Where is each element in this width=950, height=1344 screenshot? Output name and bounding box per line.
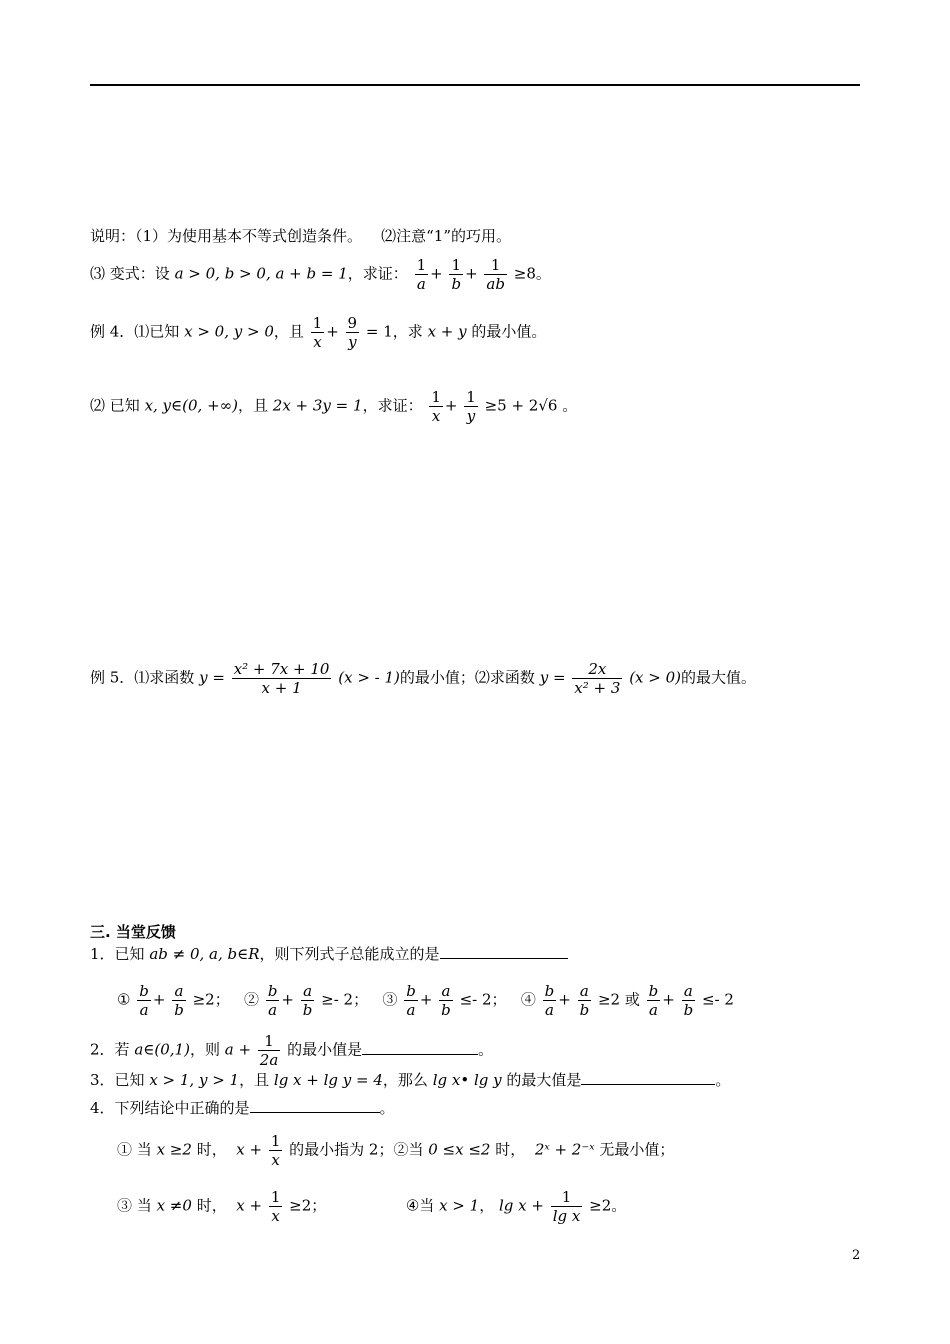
q4-prefix: 4．下列结论中正确的是 — [90, 1099, 250, 1117]
ex5-dom2: (x > 0) — [629, 668, 682, 687]
ex4-p2-label: ⑵ 已知 — [90, 396, 140, 415]
question-2 — [90, 1032, 493, 1069]
ex5-y1: y = — [199, 668, 225, 687]
variant-prefix: ⑶ 变式：设 — [90, 264, 170, 283]
ex5-num2: 2x — [572, 660, 622, 679]
q2-text: 的最小值是 — [287, 1040, 363, 1059]
ex4-ask: ，求 — [392, 322, 423, 341]
ex4-eq: = 1 — [365, 322, 393, 341]
note-line — [90, 226, 511, 246]
frac-b-over-a-4: $\frac{b}{a}$ — [544, 982, 555, 1019]
q3-end: 。 — [715, 1071, 731, 1089]
q4-o1b: 时， — [196, 1140, 227, 1159]
q4-o1t: 的最小指为 2；②当 — [289, 1140, 424, 1159]
q4-o4a: ④当 — [405, 1196, 435, 1215]
note-label: 说明：（1）为使用基本不等式创造条件。 — [90, 227, 363, 245]
q1-opt3-mark: ③ — [382, 990, 398, 1009]
ex5-fraction-1 — [232, 660, 332, 697]
ex4-p2-condition: x, y∈(0, +∞) — [144, 396, 238, 415]
q4-o3t: ≥2； — [289, 1196, 327, 1215]
ex4-p2-end: 。 — [562, 396, 578, 415]
header-rule — [90, 84, 860, 86]
q2-then: ，则 — [189, 1040, 220, 1059]
q3-expr: lg x• lg y — [432, 1071, 502, 1089]
example-5 — [90, 660, 756, 697]
ex5-den2: x² + 3 — [574, 679, 621, 697]
q4-frac-1-over-x: $\frac{1}{x}$ — [270, 1132, 281, 1169]
q1-options: ① $\frac{b}{a}$ + $\frac{a}{b}$ ≥2； ② $\frac{b}{a}$ + $\frac{a}{b}$ ≥- 2； ③ $\frac{b}{a}$ + $\frac{a}{b}$ ≤- 2； ④ $\frac{b}{a}$ + $\frac{a}{b}$ ≥2 或 $\frac{b}{a}$ + $\frac{a}{b}$ ≤- 2 — [117, 982, 734, 1019]
section-3-title: 三. 当堂反馈 — [90, 923, 176, 941]
q1-condition: ab ≠ 0, a, b∈R — [149, 945, 260, 963]
frac-1-over-x-2: $\frac{1}{x}$ — [431, 388, 441, 425]
variant-end: ≥8。 — [513, 264, 551, 283]
q3-answer-blank[interactable] — [581, 1070, 715, 1085]
ex4-expr: x + y — [427, 322, 467, 341]
q4-o4c: x > 1 — [439, 1196, 480, 1215]
q1-opt1-mark: ① — [117, 990, 131, 1009]
frac-1-over-b: $\frac{1}{b}$ — [451, 256, 462, 293]
q1-text: ，则下列式子总能成立的是 — [259, 945, 440, 963]
q2-condition: a∈(0,1) — [134, 1040, 190, 1059]
frac-a-over-b-4: $\frac{a}{b}$ — [579, 982, 590, 1019]
variant-condition: a > 0, b > 0, a + b = 1 — [174, 264, 348, 283]
q4-options-row-1 — [117, 1132, 674, 1169]
q4-o2b: 时， — [495, 1140, 526, 1159]
frac-1-over-ab: $\frac{1}{ab}$ — [486, 256, 505, 293]
ex5-y2: y = — [539, 668, 566, 687]
example-4-part-1: 例 4．⑴已知 x > 0, y > 0，且 $\frac{1}{x}$ + $\frac{9}{y}$ = 1，求 x + y 的最小值。 — [90, 314, 547, 351]
q2-prefix: 2．若 — [90, 1040, 130, 1059]
q4-o3b: 时， — [196, 1196, 227, 1215]
q3-and: ，且 — [239, 1071, 270, 1089]
q2-end: 。 — [478, 1040, 494, 1059]
question-1 — [90, 944, 568, 964]
ex5-t1: 的最小值；⑵求函数 — [399, 668, 535, 687]
q1-opt4-mark: ④ — [520, 990, 536, 1009]
ex5-den1: x + 1 — [261, 679, 302, 697]
q2-fraction — [258, 1032, 281, 1069]
frac-a-over-b-2: $\frac{a}{b}$ — [302, 982, 313, 1019]
ex4-and: ，且 — [273, 322, 304, 341]
frac-a-over-b-3: $\frac{a}{b}$ — [441, 982, 451, 1019]
frac-b-over-a-5: $\frac{b}{a}$ — [648, 982, 659, 1019]
question-3 — [90, 1070, 730, 1090]
ex4-tail: 的最小值。 — [471, 322, 547, 341]
ex5-fraction-2 — [572, 660, 622, 697]
q4-o2e: 2ˣ + 2⁻ˣ — [534, 1140, 595, 1159]
q1-opt2-rel: ≥- 2； — [321, 990, 369, 1009]
frac-a-over-b-5: $\frac{a}{b}$ — [683, 982, 694, 1019]
q4-options-row-2 — [117, 1188, 626, 1225]
q2-answer-blank[interactable] — [362, 1040, 478, 1055]
q1-opt4-rel2: ≤- 2 — [701, 990, 734, 1009]
ex4-p2-rhs: ≥5 + 2√6 — [484, 396, 558, 415]
frac-1-over-a: $\frac{1}{a}$ — [416, 256, 427, 293]
q3-then: ，那么 — [382, 1071, 428, 1089]
q4-o2c: 0 ≤x ≤2 — [428, 1140, 491, 1159]
example-4-part-2: ⑵ 已知 x, y∈(0, +∞)，且 2x + 3y = 1，求证： $\frac{1}{x}$ + $\frac{1}{y}$ ≥5 + 2√6 。 — [90, 388, 578, 425]
q4-end: 。 — [379, 1099, 395, 1117]
q3-text: 的最大值是 — [506, 1071, 582, 1089]
frac-b-over-a: $\frac{b}{a}$ — [139, 982, 149, 1019]
variant-mid: ，求证： — [347, 264, 408, 283]
q3-eq: lg x + lg y = 4 — [273, 1071, 383, 1089]
frac-b-over-a-3: $\frac{b}{a}$ — [406, 982, 416, 1019]
ex5-dom1: (x > - 1) — [338, 668, 400, 687]
q2-num: 1 — [258, 1032, 281, 1051]
q1-opt2-mark: ② — [244, 990, 260, 1009]
q1-opt1-rel: ≥2； — [192, 990, 230, 1009]
variant-line: ⑶ 变式：设 a > 0, b > 0, a + b = 1，求证： $\frac{1}{a}$ + $\frac{1}{b}$ + $\frac{1}{ab}$ ≥8。 — [90, 256, 551, 293]
question-4 — [90, 1098, 395, 1118]
frac-b-over-a-2: $\frac{b}{a}$ — [267, 982, 278, 1019]
q4-frac-1-over-lgx: $\frac{1}{\text{lg x}}$ — [552, 1188, 581, 1225]
ex5-num1: x² + 7x + 10 — [233, 660, 330, 678]
q4-o1a: ① 当 — [117, 1140, 152, 1159]
frac-1-over-y-2: $\frac{1}{y}$ — [466, 388, 476, 425]
q4-o3e: x + — [236, 1196, 263, 1215]
q2-den: 2a — [259, 1051, 279, 1069]
q4-o4den: lg x — [552, 1207, 581, 1225]
q3-prefix: 3．已知 — [90, 1071, 145, 1089]
ex4-p2-and: ，且 — [237, 396, 268, 415]
q1-prefix: 1．已知 — [90, 945, 145, 963]
note-end: 。 — [496, 227, 512, 245]
q4-frac-1-over-x-2: $\frac{1}{x}$ — [270, 1188, 281, 1225]
q4-o4b: ， — [479, 1196, 495, 1215]
q4-o2t: 无最小值； — [599, 1140, 675, 1159]
q4-o1c: x ≥2 — [156, 1140, 192, 1159]
q3-condition: x > 1, y > 1 — [149, 1071, 240, 1089]
q4-o3c: x ≠0 — [156, 1196, 192, 1215]
page-number: 2 — [852, 1248, 861, 1263]
ex4-label: 例 4．⑴已知 — [90, 322, 180, 341]
frac-1-over-x: $\frac{1}{x}$ — [312, 314, 323, 351]
frac-a-over-b: $\frac{a}{b}$ — [174, 982, 184, 1019]
q1-answer-blank[interactable] — [440, 944, 568, 959]
note-part2: ⑵注意“1”的巧用 — [381, 227, 497, 245]
q1-opt4-rel: ≥2 或 — [597, 990, 640, 1009]
q4-o4e: lg x + — [498, 1196, 544, 1215]
q4-answer-blank[interactable] — [250, 1098, 380, 1113]
ex5-label: 例 5．⑴求函数 — [90, 668, 195, 687]
q4-o4t: ≥2。 — [589, 1196, 627, 1215]
ex4-condition: x > 0, y > 0 — [184, 322, 274, 341]
ex4-p2-eq: 2x + 3y = 1 — [272, 396, 363, 415]
ex4-p2-prove: ，求证： — [362, 396, 423, 415]
frac-9-over-y: $\frac{9}{y}$ — [347, 314, 358, 351]
q4-o1e: x + — [236, 1140, 263, 1159]
q2-expr: a + — [224, 1040, 252, 1059]
ex5-t2: 的最大值。 — [681, 668, 757, 687]
q4-o3a: ③ 当 — [117, 1196, 152, 1215]
q1-opt3-rel: ≤- 2； — [459, 990, 507, 1009]
